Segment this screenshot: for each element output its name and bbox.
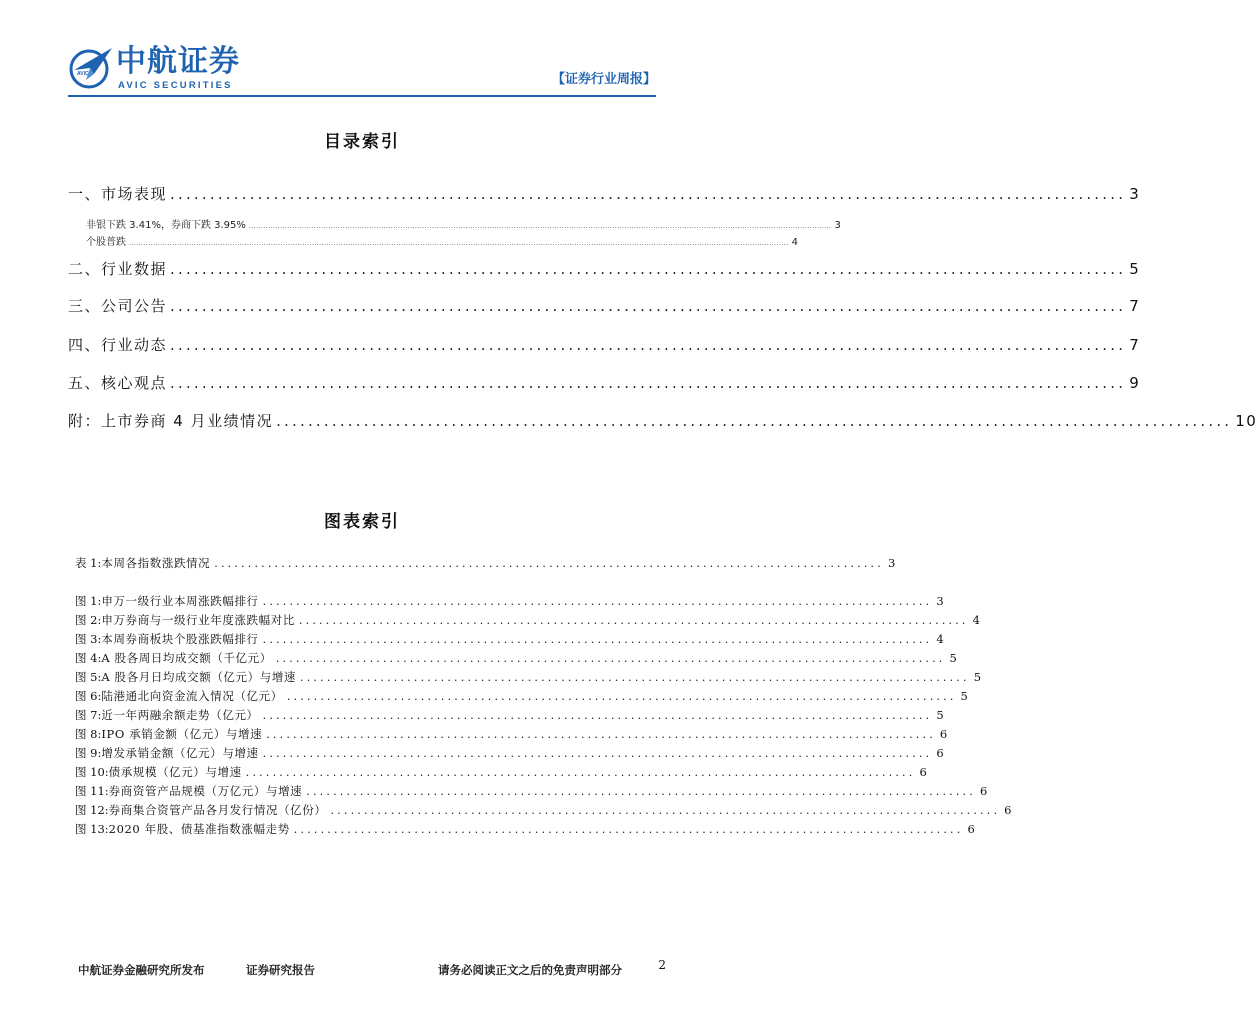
- figure-label: 图 1:: [75, 594, 102, 608]
- leader-dots: ....................................................................................................: [286, 690, 957, 703]
- figure-entry[interactable]: [75, 555, 896, 571]
- figure-label: 图 8:: [75, 727, 102, 741]
- toc-entry-page: 7: [1129, 297, 1141, 315]
- figure-page: 3: [887, 556, 896, 570]
- figure-text: 申万券商与一级行业年度涨跌幅对比: [101, 613, 295, 627]
- figure-entry[interactable]: [75, 612, 980, 628]
- figure-page: 6: [936, 746, 944, 760]
- toc-entry-text: 二、行业数据: [68, 260, 168, 278]
- figure-entry[interactable]: [75, 783, 988, 799]
- toc-entry-text: 五、核心观点: [68, 374, 168, 392]
- leader-dots: ........................................................................................................................: [170, 260, 1127, 278]
- leader-dots: ..................................................................................................................................................................................................................................................: [248, 223, 832, 230]
- figure-text: 近一年两融余额走势（亿元）: [101, 708, 259, 722]
- figure-label: 图 7:: [75, 708, 102, 722]
- figure-text: A 股各月日均成交额（亿元）与增速: [101, 670, 297, 684]
- figure-text: 本周各指数涨跌情况: [101, 556, 211, 570]
- figure-label: 图 12:: [75, 803, 109, 817]
- toc-entry-page: 3: [834, 220, 841, 231]
- leader-dots: ....................................................................................................: [330, 804, 1001, 817]
- figure-text: IPO 承销金额（亿元）与增速: [101, 727, 263, 741]
- leader-dots: ....................................................................................................: [300, 671, 970, 684]
- leader-dots: ....................................................................................................: [262, 595, 933, 608]
- leader-dots: ..................................................................................................................................................................................................................................................................................: [129, 240, 789, 247]
- leader-dots: ....................................................................................................: [293, 823, 964, 836]
- figure-label: 图 2:: [75, 613, 102, 627]
- svg-text:AVIC: AVIC: [77, 71, 89, 77]
- figure-entry[interactable]: [75, 707, 944, 723]
- figure-label: 图 11:: [75, 784, 109, 798]
- figure-label: 图 10:: [75, 765, 109, 779]
- toc-entry-text: 非银下跌 3.41%，券商下跌 3.95%: [86, 220, 246, 231]
- figure-entry[interactable]: [75, 802, 1012, 818]
- figure-entry[interactable]: [75, 631, 944, 647]
- figure-label: 图 6:: [75, 689, 102, 703]
- toc-entry[interactable]: [68, 334, 1141, 355]
- figure-label: 图 13:: [75, 822, 109, 836]
- figure-label: 表 1:: [75, 556, 102, 570]
- figure-page: 6: [919, 765, 927, 779]
- leader-dots: ....................................................................................................: [266, 728, 936, 741]
- avic-plane-icon: [68, 44, 114, 90]
- leader-dots: ....................................................................................................: [298, 614, 969, 627]
- toc-entry[interactable]: [68, 183, 1141, 204]
- toc-entry[interactable]: [68, 410, 1257, 431]
- header-divider: [68, 95, 656, 97]
- footer-report-kind: 证券研究报告: [246, 963, 315, 977]
- figure-entry[interactable]: [75, 764, 927, 780]
- toc-entry-page: 9: [1129, 374, 1141, 392]
- figure-page: 6: [979, 784, 988, 798]
- toc-entry-text: 一、市场表现: [68, 185, 168, 203]
- leader-dots: ....................................................................................................: [262, 709, 933, 722]
- figure-label: 图 9:: [75, 746, 102, 760]
- leader-dots: ....................................................................................................: [262, 747, 933, 760]
- page-number: 2: [658, 958, 666, 972]
- figure-entry[interactable]: [75, 593, 944, 609]
- toc-entry[interactable]: [68, 258, 1141, 279]
- figure-entry[interactable]: [75, 688, 968, 704]
- toc-entry[interactable]: [68, 295, 1141, 316]
- toc-entry-page: 3: [1129, 185, 1141, 203]
- leader-dots: ........................................................................................................................: [170, 374, 1127, 392]
- figure-label: 图 4:: [75, 651, 102, 665]
- figure-text: 本周券商板块个股涨跌幅排行: [101, 632, 259, 646]
- toc-subentry[interactable]: [68, 233, 798, 248]
- report-type-tag: 【证券行业周报】: [551, 72, 656, 87]
- toc-entry-page: 7: [1129, 336, 1141, 354]
- toc-title: 目录索引: [324, 132, 400, 152]
- figure-page: 5: [936, 708, 944, 722]
- toc-entry[interactable]: [68, 372, 1141, 393]
- toc-entry-text: 个股普跌: [86, 237, 126, 248]
- leader-dots: ....................................................................................................: [214, 557, 884, 570]
- toc-entry-text: 四、行业动态: [68, 336, 168, 354]
- leader-dots: ........................................................................................................................: [170, 297, 1127, 315]
- figure-page: 6: [967, 822, 975, 836]
- footer-disclaimer: 请务必阅读正文之后的免责声明部分: [438, 963, 622, 977]
- figure-text: 2020 年股、债基准指数涨幅走势: [108, 822, 290, 836]
- figure-index-title: 图表索引: [324, 512, 400, 532]
- figure-page: 5: [949, 651, 957, 665]
- figure-text: 陆港通北向资金流入情况（亿元）: [101, 689, 283, 703]
- figure-page: 5: [960, 689, 968, 703]
- figure-text: 申万一级行业本周涨跌幅排行: [101, 594, 259, 608]
- figure-text: 券商集合资管产品各月发行情况（亿份）: [108, 803, 327, 817]
- figure-entry[interactable]: [75, 669, 982, 685]
- figure-label: 图 5:: [75, 670, 102, 684]
- company-logo: [68, 44, 268, 94]
- logo-chinese-text: 中航证券: [116, 44, 240, 79]
- figure-text: 增发承销金额（亿元）与增速: [101, 746, 259, 760]
- logo-english-text: AVIC SECURITIES: [118, 80, 233, 91]
- leader-dots: ........................................................................................................................: [276, 412, 1233, 430]
- figure-page: 6: [1004, 803, 1012, 817]
- leader-dots: ....................................................................................................: [275, 652, 946, 665]
- leader-dots: ........................................................................................................................: [170, 336, 1127, 354]
- toc-subentry[interactable]: [68, 216, 841, 231]
- leader-dots: ....................................................................................................: [245, 766, 916, 779]
- toc-entry-text: 附：上市券商 4 月业绩情况: [68, 412, 274, 430]
- figure-text: A 股各周日均成交额（千亿元）: [101, 651, 272, 665]
- figure-entry[interactable]: [75, 726, 948, 742]
- figure-text: 券商资管产品规模（万亿元）与增速: [108, 784, 303, 798]
- toc-entry-page: 4: [791, 237, 798, 248]
- figure-page: 3: [936, 594, 944, 608]
- figure-page: 5: [973, 670, 982, 684]
- figure-page: 6: [939, 727, 948, 741]
- leader-dots: ....................................................................................................: [262, 633, 933, 646]
- figure-label: 图 3:: [75, 632, 102, 646]
- footer-publisher: 中航证券金融研究所发布: [78, 963, 205, 977]
- toc-entry-page: 5: [1129, 260, 1141, 278]
- leader-dots: ....................................................................................................: [306, 785, 976, 798]
- toc-entry-text: 三、公司公告: [68, 297, 168, 315]
- figure-text: 债承规模（亿元）与增速: [108, 765, 242, 779]
- figure-entry[interactable]: [75, 745, 944, 761]
- figure-page: 4: [972, 613, 980, 627]
- figure-entry[interactable]: [75, 650, 957, 666]
- toc-entry-page: 10: [1235, 412, 1257, 430]
- leader-dots: ........................................................................................................................: [170, 185, 1127, 203]
- figure-entry[interactable]: [75, 821, 975, 837]
- figure-page: 4: [936, 632, 944, 646]
